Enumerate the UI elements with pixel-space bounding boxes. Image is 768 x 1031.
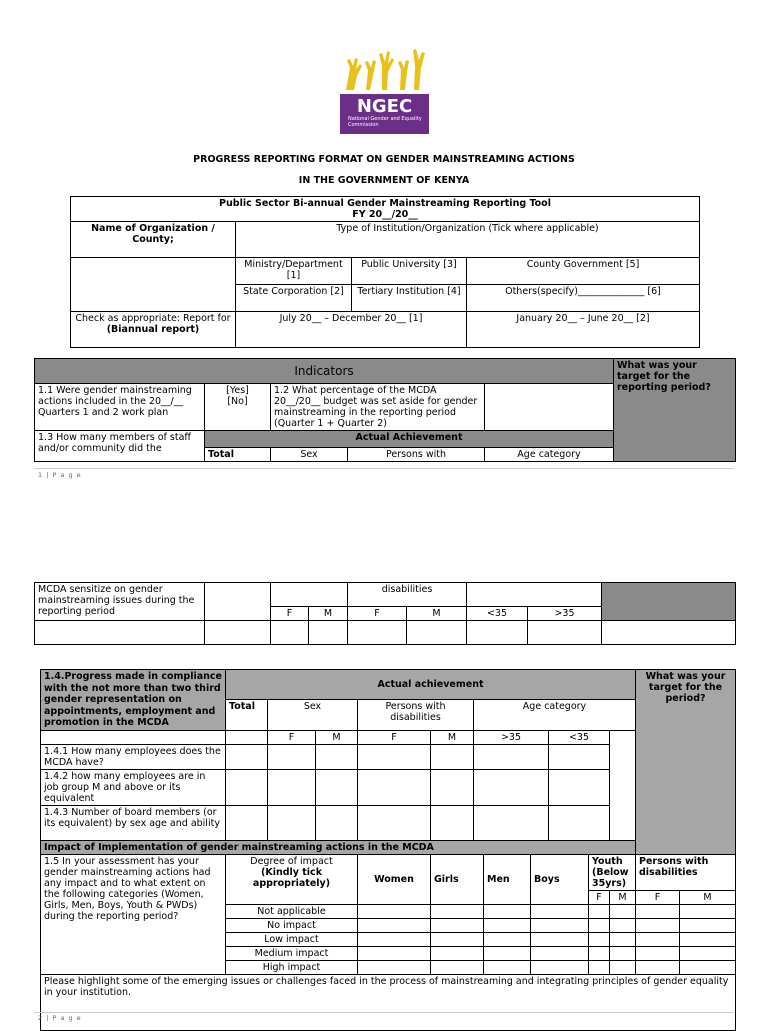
q142-m[interactable] (316, 769, 358, 805)
q143-pwd-f[interactable] (358, 805, 431, 840)
compliance-impact-table (40, 669, 736, 1031)
impact-cell[interactable] (431, 946, 484, 960)
actual-achievement-header: Actual Achievement (205, 431, 614, 448)
impact-cell[interactable] (680, 932, 736, 946)
logo-subtitle: National Gender and Equality Commission (348, 116, 422, 128)
impact-cell[interactable] (531, 932, 589, 946)
total-header: Total (205, 448, 271, 462)
q143-total[interactable] (226, 805, 268, 840)
q143-lt35[interactable] (549, 805, 610, 840)
tool-title-cell (71, 197, 700, 222)
impact-cell[interactable] (610, 904, 636, 918)
impact-cell[interactable] (680, 960, 736, 974)
sex-header: Sex (271, 448, 348, 462)
check-label: Check as appropriate: Report for (75, 313, 231, 324)
impact-header: Impact of Implementation of gender mainstreaming actions in the MCDA (41, 840, 636, 854)
impact-cell[interactable] (431, 932, 484, 946)
age-gt35: >35 (528, 607, 602, 621)
impact-cell[interactable] (358, 946, 431, 960)
institution-type-label: Type of Institution/Organization (Tick where applicable) (236, 222, 700, 258)
option-university[interactable]: Public University [3] (352, 258, 467, 285)
report-check-label (71, 312, 236, 348)
impact-cell[interactable] (484, 960, 531, 974)
highlight-prompt: Please highlight some of the emerging issues or challenges faced in the process of mainstreaming and integrating principles of gender equality in your institution. (44, 975, 729, 998)
age-lt35: <35 (467, 607, 528, 621)
men-header: Men (484, 854, 531, 904)
impact-cell[interactable] (431, 904, 484, 918)
q142-total[interactable] (226, 769, 268, 805)
indicators-table (34, 358, 736, 462)
q12-answer[interactable] (485, 384, 614, 431)
q12-text: 1.2 What percentage of the MCDA 20__/20__ budget was set aside for gender mainstreaming in the reporting period (Quarter 1 + Quarter 2) (271, 384, 485, 431)
q14-total-sub (226, 730, 268, 744)
impact-cell[interactable] (589, 932, 610, 946)
pwd2-m: M (680, 890, 736, 904)
impact-cell[interactable] (636, 904, 680, 918)
q14-pwd-f: F (358, 730, 431, 744)
youth-header: Youth (Below 35yrs) (589, 854, 636, 890)
q14-header: 1.4.Progress made in compliance with the not more than two third gender representation on appointments, employment and promotion in the MCDA (41, 670, 226, 731)
option-county[interactable]: County Government [5] (467, 258, 700, 285)
impact-level-3: Medium impact (226, 946, 358, 960)
q141-text: 1.4.1 How many employees does the MCDA have? (41, 744, 226, 769)
q14-sex-m: M (316, 730, 358, 744)
q13-pwd-m-input[interactable] (407, 621, 467, 645)
impact-cell[interactable] (589, 946, 610, 960)
impact-cell[interactable] (358, 960, 431, 974)
impact-cell[interactable] (531, 904, 589, 918)
option-ministry[interactable]: Ministry/Department [1] (236, 258, 352, 285)
impact-cell[interactable] (680, 946, 736, 960)
impact-level-2: Low impact (226, 932, 358, 946)
q141-f[interactable] (268, 744, 316, 769)
q141-lt35[interactable] (549, 744, 610, 769)
biannual-label: (Biannual report) (106, 324, 200, 335)
impact-cell[interactable] (358, 918, 431, 932)
q143-gt35[interactable] (474, 805, 549, 840)
women-header: Women (358, 854, 431, 904)
girls-header: Girls (431, 854, 484, 904)
q14-sex-header: Sex (268, 700, 358, 730)
q13-text-cont: MCDA sensitize on gender mainstreaming issues during the reporting period (35, 583, 205, 621)
logo-acronym: NGEC (356, 96, 413, 117)
impact-cell[interactable] (610, 918, 636, 932)
q14-spacer (41, 730, 226, 744)
q142-lt35[interactable] (549, 769, 610, 805)
q14-pwd-header: Persons with disabilities (358, 700, 474, 730)
q142-f[interactable] (268, 769, 316, 805)
q13-sex-cell (271, 583, 348, 607)
q142-pwd-m[interactable] (431, 769, 474, 805)
tool-fy: FY 20__/20__ (352, 209, 418, 220)
q13-lt35-input[interactable] (467, 621, 528, 645)
q14-age-lt35: <35 (549, 730, 610, 744)
impact-cell[interactable] (358, 904, 431, 918)
q143-text: 1.4.3 Number of board members (or its equivalent) by sex age and ability (41, 805, 226, 840)
page-footer-1: 1 | P a g e (38, 471, 82, 479)
q14-pwd-m: M (431, 730, 474, 744)
q15-text: 1.5 In your assessment has your gender mainstreaming actions had any impact and to what extent on the following categories (Women, Girls, Men, Boys, Youth & PWDs) during the reporting period? (41, 854, 226, 974)
q14-total-header: Total (226, 700, 268, 730)
tool-title: Public Sector Bi-annual Gender Mainstreaming Reporting Tool (219, 198, 551, 209)
q11-text: 1.1 Were gender mainstreaming actions included in the 20__/__ Quarters 1 and 2 work plan (35, 384, 205, 431)
q14-age-gt35: >35 (474, 730, 549, 744)
q13-pwd-f-input[interactable] (348, 621, 407, 645)
impact-cell[interactable] (680, 904, 736, 918)
q13-age-cell (467, 583, 602, 607)
q13-sex-m-input[interactable] (309, 621, 348, 645)
q13-continuation-table (34, 582, 736, 645)
impact-cell[interactable] (531, 946, 589, 960)
degree-label: Degree of impact (250, 855, 333, 867)
q13-total-cell[interactable] (205, 583, 271, 621)
impact-cell[interactable] (610, 932, 636, 946)
pwd-m: M (407, 607, 467, 621)
impact-cell[interactable] (610, 946, 636, 960)
option-tertiary[interactable]: Tertiary Institution [4] (352, 285, 467, 312)
no-option[interactable]: [No] (227, 396, 248, 407)
q13-gt35-input[interactable] (528, 621, 602, 645)
sex-m: M (309, 607, 348, 621)
q13-spacer (35, 621, 205, 645)
q143-pwd-m[interactable] (431, 805, 474, 840)
q141-total[interactable] (226, 744, 268, 769)
q13-target-grey (602, 583, 736, 621)
yes-no-options[interactable] (205, 384, 271, 431)
impact-level-0: Not applicable (226, 904, 358, 918)
q13-sex-f-input[interactable] (271, 621, 309, 645)
degree-header (226, 854, 358, 904)
q14-target-label: What was your target for the period? (645, 671, 726, 704)
impact-cell[interactable] (636, 946, 680, 960)
impact-cell[interactable] (636, 960, 680, 974)
q142-gt35[interactable] (474, 769, 549, 805)
page-subtitle: IN THE GOVERNMENT OF KENYA (298, 175, 470, 186)
impact-cell[interactable] (636, 932, 680, 946)
q14-age-header: Age category (474, 700, 636, 730)
impact-cell[interactable] (358, 932, 431, 946)
q14-target-header (636, 670, 736, 855)
q143-f[interactable] (268, 805, 316, 840)
impact-cell[interactable] (484, 904, 531, 918)
ngec-logo (330, 38, 438, 144)
period-option-2[interactable]: January 20__ – June 20__ [2] (467, 312, 700, 348)
impact-level-1: No impact (226, 918, 358, 932)
q13-target-input[interactable] (602, 621, 736, 645)
target-header: What was your target for the reporting period? (614, 359, 736, 462)
impact-cell[interactable] (484, 946, 531, 960)
boys-header: Boys (531, 854, 589, 904)
impact-cell[interactable] (531, 960, 589, 974)
age-category-header: Age category (485, 448, 614, 462)
org-name-label: Name of Organization / County; (71, 222, 236, 258)
pwd-f: F (348, 607, 407, 621)
impact-cell[interactable] (589, 904, 610, 918)
kindly-label: (Kindly tick appropriately) (252, 866, 331, 889)
youth-m: M (610, 890, 636, 904)
pwd2-f: F (636, 890, 680, 904)
q141-pwd-m[interactable] (431, 744, 474, 769)
impact-cell[interactable] (431, 960, 484, 974)
period-option-1[interactable]: July 20__ – December 20__ [1] (236, 312, 467, 348)
pwd2-header: Persons with disabilities (636, 854, 736, 890)
q143-m[interactable] (316, 805, 358, 840)
impact-level-4: High impact (226, 960, 358, 974)
option-state-corp[interactable]: State Corporation [2] (236, 285, 352, 312)
reporting-tool-table (70, 196, 700, 348)
page-footer-2: 2 | P a g e (38, 1014, 82, 1022)
impact-cell[interactable] (589, 918, 610, 932)
pwd-header: Persons with (348, 448, 485, 462)
q142-text: 1.4.2 how many employees are in job group M and above or its equivalent (41, 769, 226, 805)
q141-m[interactable] (316, 744, 358, 769)
q14-actual-header: Actual achievement (226, 670, 636, 700)
impact-cell[interactable] (531, 918, 589, 932)
impact-cell[interactable] (484, 932, 531, 946)
q142-pwd-f[interactable] (358, 769, 431, 805)
sex-f: F (271, 607, 309, 621)
raised-hands-icon (330, 38, 438, 144)
q13-total-input[interactable] (205, 621, 271, 645)
org-name-field[interactable] (71, 258, 236, 312)
impact-cell[interactable] (589, 960, 610, 974)
option-others[interactable]: Others(specify)______________ [6] (467, 285, 700, 312)
highlight-field[interactable] (41, 974, 736, 1030)
pwd-header-cont: disabilities (348, 583, 467, 607)
q13-text: 1.3 How many members of staff and/or community did the (35, 431, 205, 462)
youth-f: F (589, 890, 610, 904)
impact-cell[interactable] (610, 960, 636, 974)
impact-cell[interactable] (680, 918, 736, 932)
q141-pwd-f[interactable] (358, 744, 431, 769)
yes-option[interactable]: [Yes] (226, 385, 249, 396)
impact-cell[interactable] (636, 918, 680, 932)
q14-sex-f: F (268, 730, 316, 744)
indicators-header: Indicators (35, 359, 614, 384)
impact-cell[interactable] (484, 918, 531, 932)
page-title: PROGRESS REPORTING FORMAT ON GENDER MAINSTREAMING ACTIONS (193, 154, 575, 165)
impact-cell[interactable] (431, 918, 484, 932)
q141-gt35[interactable] (474, 744, 549, 769)
